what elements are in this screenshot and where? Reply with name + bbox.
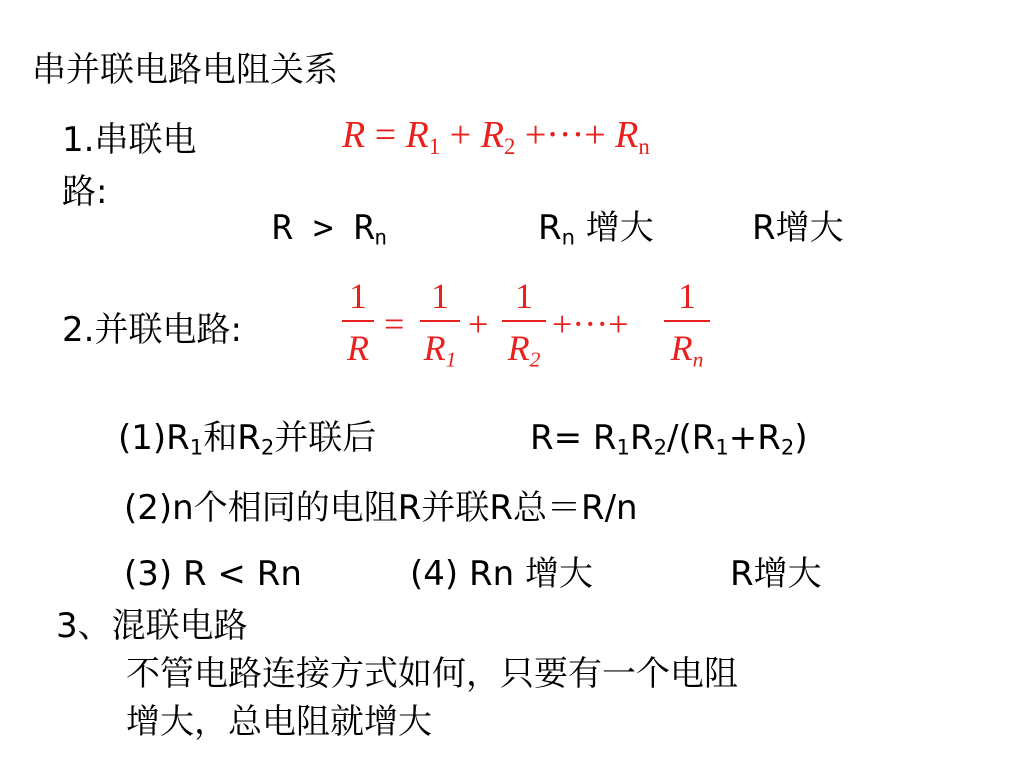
formula-r1-sub: 1: [428, 133, 441, 159]
fraction-den-sub: n: [692, 347, 704, 372]
formula-r2: R: [480, 114, 504, 156]
formula-r1: R: [405, 114, 429, 156]
item1-formula-c: /(R: [667, 418, 716, 458]
parallel-item-4b: R增大: [730, 554, 822, 594]
fraction-den: [420, 322, 460, 372]
parallel-item-1: [118, 418, 376, 459]
mixed-label: 3、混联电路: [56, 606, 248, 646]
series-note-rn-rest: 增大: [574, 208, 654, 248]
item1-formula-d: +R: [728, 418, 781, 458]
fraction-den-sub: 2: [529, 347, 541, 372]
formula-r: R: [342, 114, 366, 156]
formula-plus-dots: +···+: [524, 114, 606, 156]
fraction-num: 1: [678, 276, 696, 316]
series-note-r: R增大: [752, 208, 844, 248]
fraction-den-r: R: [423, 328, 446, 368]
series-formula: [342, 114, 650, 159]
fraction-1-over-r1: [420, 276, 460, 372]
slide-title: 串并联电路电阻关系: [32, 50, 338, 90]
item1-formula-b: R: [629, 418, 654, 458]
mixed-line-1: 不管电路连接方式如何，只要有一个电阻: [126, 654, 738, 694]
parallel-item-1-formula: [530, 418, 808, 459]
fraction-num: 1: [431, 276, 449, 316]
formula-r2-sub: 2: [503, 133, 516, 159]
series-relation: [272, 208, 387, 249]
item1-formula-d-sub: 2: [780, 434, 795, 460]
item1-c: 并联后: [274, 418, 377, 458]
formula-equals: =: [374, 114, 397, 156]
formula-plus: +: [468, 304, 489, 344]
series-note-rn: [538, 208, 654, 249]
mixed-line-2: 增大，总电阻就增大: [126, 702, 432, 742]
item1-formula-b-sub: 2: [653, 434, 668, 460]
formula-plus: +: [449, 114, 472, 156]
fraction-1-over-r2: [502, 276, 546, 372]
fraction-den-r: R: [347, 328, 369, 368]
series-label-line2: 路:: [62, 172, 108, 212]
fraction-1-over-r: [342, 278, 374, 366]
parallel-item-3: (3) R < Rn: [124, 554, 302, 594]
series-note-rn-r: R: [538, 208, 562, 248]
item1-b: 和R: [203, 418, 261, 458]
fraction-den: [342, 322, 374, 366]
fraction-den: [664, 322, 710, 372]
formula-equals: =: [384, 304, 405, 344]
parallel-item-2: (2)n个相同的电阻R并联R总＝R/n: [124, 488, 638, 528]
series-note-rn-sub: n: [561, 224, 575, 250]
item1-b-sub: 2: [260, 434, 275, 460]
parallel-label: 2.并联电路:: [62, 310, 242, 350]
series-relation-sub: n: [374, 224, 388, 250]
item1-a-sub: 1: [189, 434, 204, 460]
formula-rn: R: [615, 114, 639, 156]
item1-formula-e: ): [794, 418, 808, 458]
item1-formula-c-sub: 1: [715, 434, 729, 460]
fraction-den-r: R: [670, 328, 693, 368]
parallel-item-4: (4) Rn 增大: [410, 554, 593, 594]
series-label-line1: 1.串联电: [62, 120, 197, 160]
fraction-den-r: R: [507, 328, 530, 368]
fraction-den-sub: 1: [445, 347, 457, 372]
item1-formula-a: R= R: [530, 418, 617, 458]
fraction-num: 1: [515, 276, 533, 316]
fraction-den: [502, 322, 546, 372]
fraction-1-over-rn: [664, 276, 710, 372]
formula-rn-sub: n: [638, 133, 650, 159]
series-relation-text: R > R: [272, 208, 375, 248]
fraction-num: 1: [349, 276, 367, 316]
formula-plus-dots: +···+: [552, 304, 629, 344]
item1-a: (1)R: [118, 418, 190, 458]
item1-formula-a-sub: 1: [616, 434, 630, 460]
